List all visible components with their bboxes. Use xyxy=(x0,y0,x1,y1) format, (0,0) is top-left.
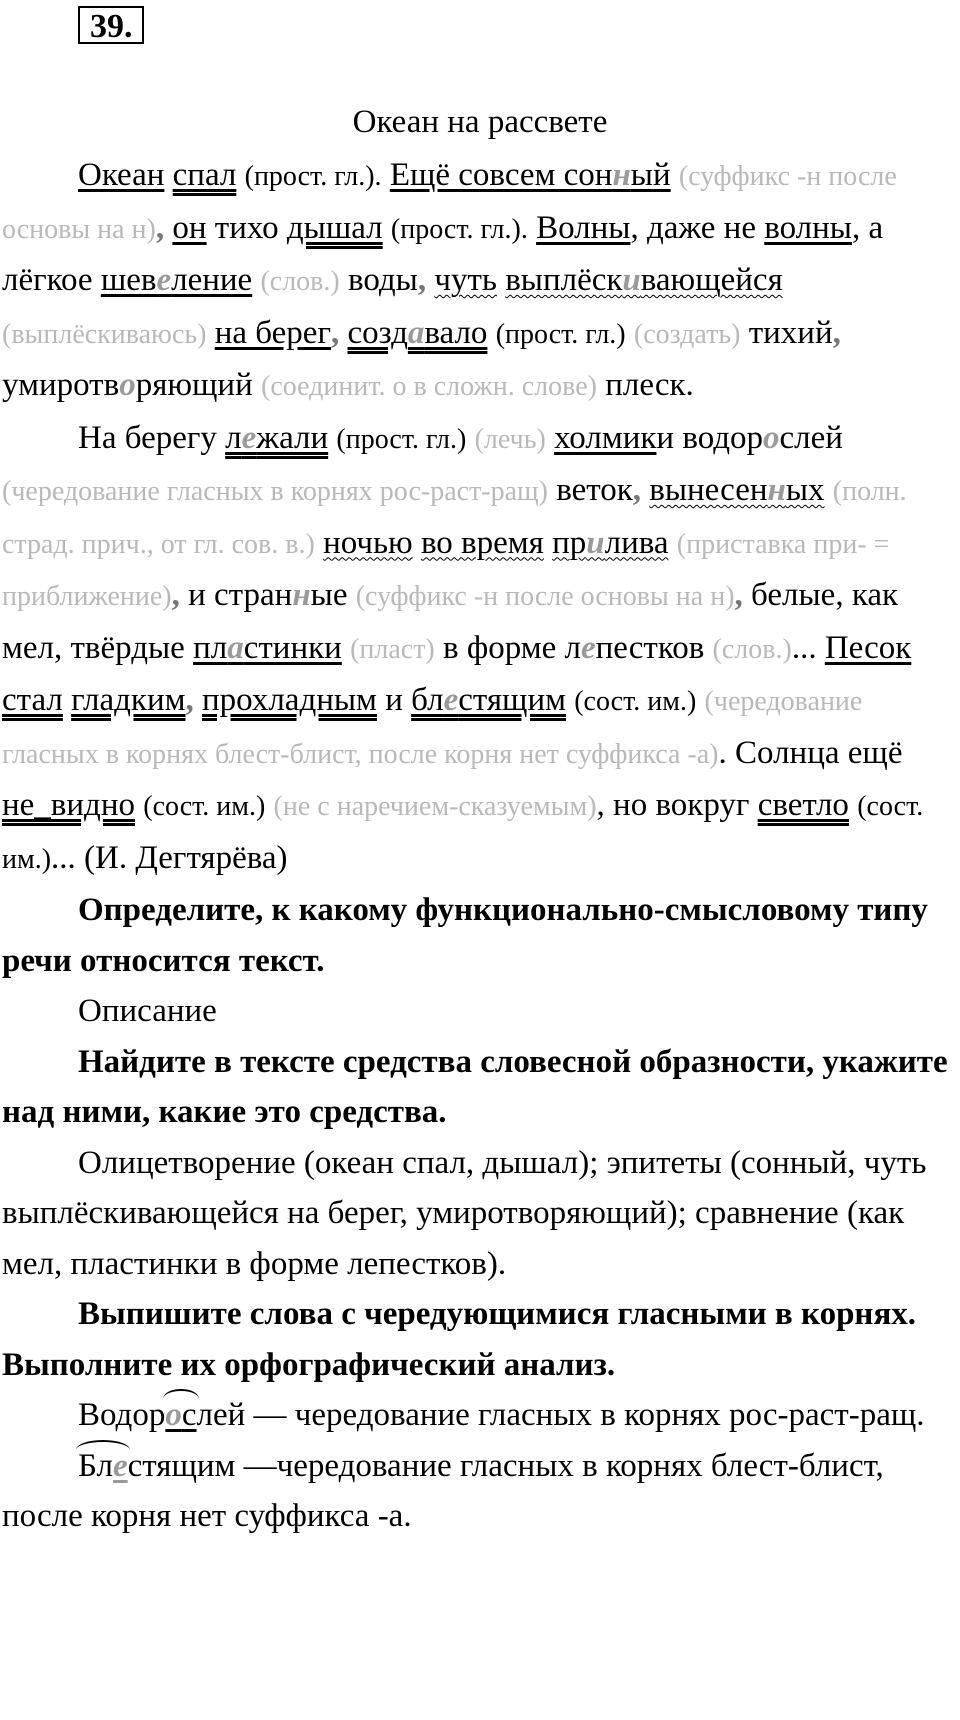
word: он xyxy=(172,209,207,246)
text: плеск. xyxy=(605,367,694,403)
text: Водор xyxy=(78,1397,166,1433)
grey-note: (приставка при- = приближение) xyxy=(2,528,890,612)
word: светло xyxy=(757,787,849,823)
paragraph-1 xyxy=(2,150,952,413)
text: — чередование гласных в корнях рос-раст-ращ. xyxy=(245,1397,925,1433)
word: Песок xyxy=(824,629,912,666)
letter: а xyxy=(227,629,244,666)
word: не_видно xyxy=(2,787,135,823)
word: стинки xyxy=(243,629,342,666)
question-1: Определите, к какому функционально-смысловому типу речи относится текст. xyxy=(2,892,928,979)
text: тихо xyxy=(214,209,279,246)
text: ые xyxy=(310,577,348,613)
question-3: Выпишите слова с чередующимися гласными в корнях. Выполните их орфографический анализ. xyxy=(2,1296,917,1383)
word: прохладным xyxy=(201,682,377,718)
grey-note: (полн. страд. прич., от гл. сов. в.) xyxy=(2,476,907,560)
root-arc: ос xyxy=(165,1397,197,1433)
answer-3-word-2 xyxy=(2,1441,952,1542)
word: гладким xyxy=(71,682,186,718)
text-title: Океан на рассвете xyxy=(352,104,608,140)
text: стящим xyxy=(127,1447,236,1484)
note: (прост. гл.). xyxy=(390,213,528,245)
letter: е xyxy=(443,682,459,718)
word: стящим xyxy=(458,682,566,718)
word: пл xyxy=(193,629,228,666)
text: —чередование гласных в корнях блест-блист, после корня нет суффикса -а. xyxy=(2,1447,884,1534)
word: ночью xyxy=(323,524,413,561)
word: чуть xyxy=(434,262,497,298)
note: (прост. гл.). xyxy=(244,161,382,192)
paragraph-2 xyxy=(2,413,952,886)
exercise-number: 39. xyxy=(78,6,144,44)
word: на берег xyxy=(214,314,331,351)
grey-note: (слов.) xyxy=(712,633,792,665)
text: ... xyxy=(791,629,817,666)
text: пестков xyxy=(595,629,705,666)
word: во время xyxy=(420,524,544,561)
answer-1: Описание xyxy=(78,993,217,1029)
grey-note: (чередование гласных в корнях рос-раст-ращ) xyxy=(2,476,548,507)
grey-note: (выплёскиваюсь) xyxy=(2,318,207,350)
grey-note: (суффикс -н после основы на н) xyxy=(2,161,897,245)
word: Ещё совсем сон xyxy=(389,157,613,193)
letter: и xyxy=(622,262,641,298)
text: лей xyxy=(196,1397,246,1433)
document-body xyxy=(2,150,952,1542)
text: На берегу xyxy=(78,419,217,456)
word: лива xyxy=(604,524,669,561)
root-arc xyxy=(78,1448,128,1484)
text: . Солнца ещё xyxy=(718,734,903,771)
word: бл xyxy=(411,682,444,718)
comma: , xyxy=(155,209,165,246)
text: воды xyxy=(347,262,418,298)
text: , а лёгкое xyxy=(2,209,884,298)
word: спал xyxy=(172,157,237,193)
word: вынесен xyxy=(649,472,768,508)
letter: е xyxy=(156,262,172,298)
note: (прост. гл.) xyxy=(495,318,626,350)
word: вающейся xyxy=(640,262,783,298)
grey-note: (лечь) xyxy=(474,423,546,455)
text: белые, как мел, твёрдые xyxy=(2,577,899,666)
word: л xyxy=(225,419,242,456)
word: ых xyxy=(785,472,825,508)
text: и xyxy=(385,682,403,718)
comma: , xyxy=(632,472,642,508)
letter: е xyxy=(241,419,257,456)
text: , но вокруг xyxy=(596,787,750,823)
grey-note: (пласт) xyxy=(350,633,435,665)
letter: е xyxy=(112,1447,128,1484)
note: (сост. им.) xyxy=(2,791,924,875)
text: слей xyxy=(779,419,843,456)
letter: н xyxy=(767,472,786,508)
letter: о xyxy=(119,367,136,403)
grey-note: (соединит. о в сложн. слове) xyxy=(261,371,597,402)
comma: , xyxy=(417,262,427,298)
word: Океан xyxy=(78,157,165,193)
word: холмик xyxy=(554,419,657,456)
word: Волны xyxy=(536,209,631,246)
text: умиротв xyxy=(2,367,120,403)
comma: , xyxy=(832,314,841,351)
grey-note: (суффикс -н после основы на н) xyxy=(355,581,735,612)
text: веток xyxy=(556,472,633,508)
letter: а xyxy=(407,314,425,351)
letter: е xyxy=(580,629,596,666)
word: стал xyxy=(2,682,63,718)
grey-note: (создать) xyxy=(633,318,741,350)
grey-note: (не с наречием-сказуемым) xyxy=(273,791,597,822)
word: вало xyxy=(424,314,488,351)
comma: , xyxy=(734,577,743,613)
note: (прост. гл.) xyxy=(336,423,467,455)
letter: н xyxy=(612,157,631,193)
grey-note: (слов.) xyxy=(260,266,340,297)
word: созд xyxy=(347,314,408,351)
word: пр xyxy=(552,524,587,561)
letter: о xyxy=(165,1397,182,1433)
answer-2: Олицетворение (океан спал, дышал); эпитеты (сонный, чуть выплёскивающейся на берег, умиротворяющий); сравнение (как мел, пластинки в форме лепестков). xyxy=(2,1144,927,1282)
word: волны xyxy=(764,209,852,246)
comma: , xyxy=(185,682,194,718)
word: дышал xyxy=(286,209,383,246)
text: и стран xyxy=(188,577,293,613)
text: , даже не xyxy=(630,209,756,246)
text: в форме л xyxy=(443,629,581,666)
letter: и xyxy=(586,524,605,561)
word: жали xyxy=(256,419,329,456)
text: тихий xyxy=(748,314,833,351)
letter: н xyxy=(292,577,311,613)
note: (сост. им.) xyxy=(574,686,697,717)
note: (сост. им.) xyxy=(143,791,266,822)
text: ... (И. Дегтярёва) xyxy=(51,839,288,876)
word: шев xyxy=(100,262,157,298)
text: ряющий xyxy=(135,367,253,403)
word: ление xyxy=(171,262,253,298)
word: выплёск xyxy=(505,262,623,298)
text: Бл xyxy=(78,1447,113,1484)
question-2: Найдите в тексте средства словесной образности, укажите над ними, какие это средства. xyxy=(2,1043,948,1130)
answer-3-word-1 xyxy=(2,1390,952,1441)
comma: , xyxy=(330,314,340,351)
grey-note: (чередование гласных в корнях блест-блист, после корня нет суффикса -а) xyxy=(2,686,863,770)
letter: о xyxy=(763,419,780,456)
comma: , xyxy=(171,577,180,613)
text: и водор xyxy=(656,419,764,456)
word: ый xyxy=(630,157,671,193)
